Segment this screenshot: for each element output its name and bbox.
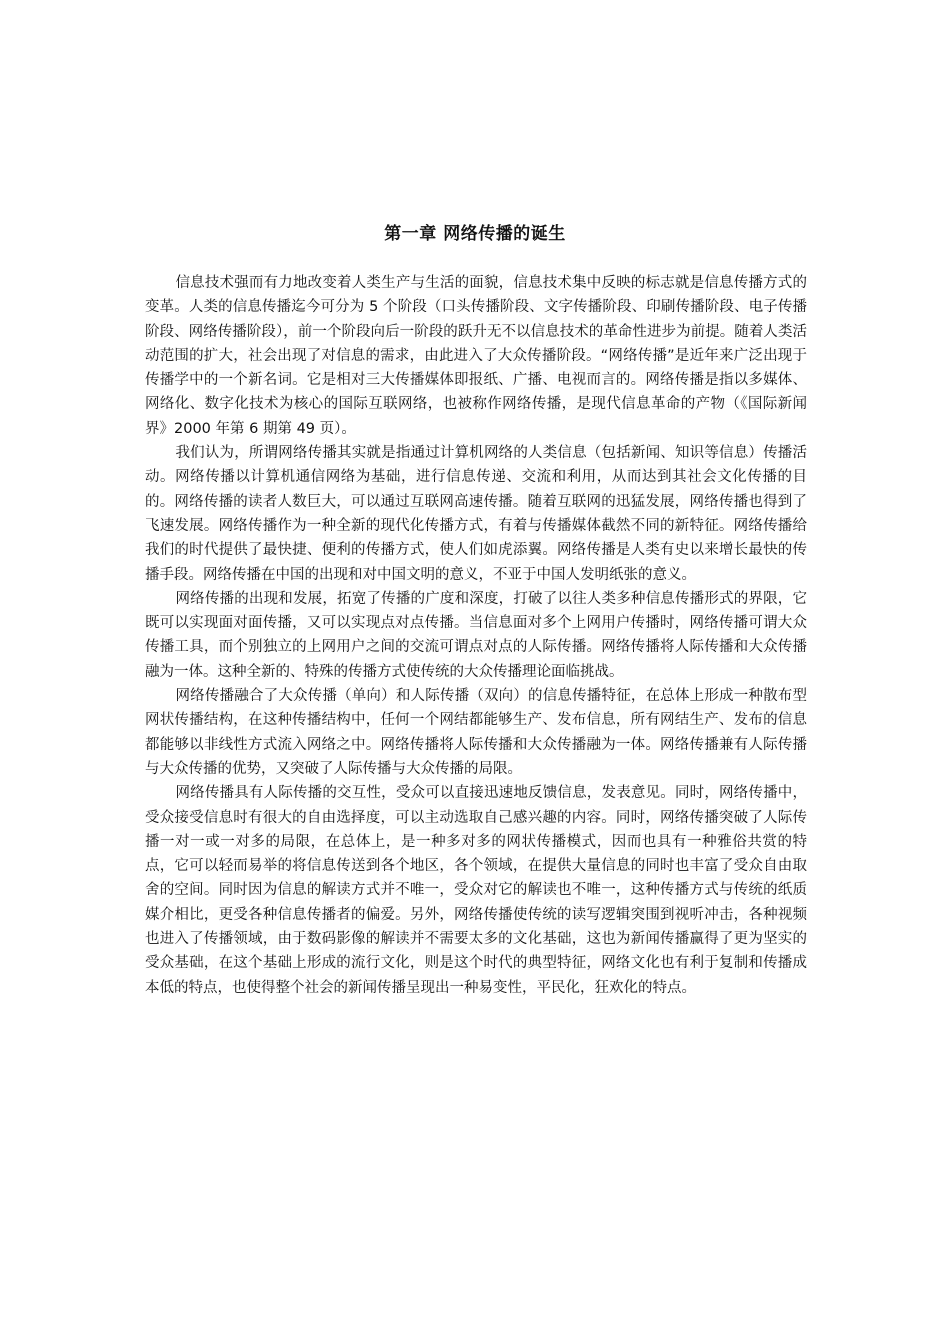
paragraph-4: 网络传播融合了大众传播（单向）和人际传播（双向）的信息传播特征，在总体上形成一种散布型网状传播结构，在这种传播结构中，任何一个网结都能够生产、发布信息，所有网结生产、发布的信息都能够以非线性方式流入网络之中。网络传播将人际传播和大众传播融为一体。网络传播兼有人际传播与大众传播的优势，又突破了人际传播与大众传播的局限。 — [145, 688, 807, 777]
paragraph-2: 我们认为，所谓网络传播其实就是指通过计算机网络的人类信息（包括新闻、知识等信息）传播活动。网络传播以计算机通信网络为基础，进行信息传递、交流和利用，从而达到其社会文化传播的目的。网络传播的读者人数巨大，可以通过互联网高速传播。随着互联网的迅猛发展，网络传播也得到了飞速发展。网络传播作为一种全新的现代化传播方式，有着与传播媒体截然不同的新特征。网络传播给我们的时代提供了最快捷、便利的传播方式，使人们如虎添翼。网络传播是人类有史以来增长最快的传播手段。网络传播在中国的出现和对中国文明的意义，不亚于中国人发明纸张的意义。 — [145, 445, 807, 583]
document-body — [145, 271, 807, 1000]
paragraph-3: 网络传播的出现和发展，拓宽了传播的广度和深度，打破了以往人类多种信息传播形式的界限，它既可以实现面对面传播，又可以实现点对点传播。当信息面对多个上网用户传播时，网络传播可谓大众传播工具，而个别独立的上网用户之间的交流可谓点对点的人际传播。网络传播将人际传播和大众传播融为一体。这种全新的、特殊的传播方式使传统的大众传播理论面临挑战。 — [145, 590, 807, 680]
paragraph-1: 信息技术强而有力地改变着人类生产与生活的面貌，信息技术集中反映的标志就是信息传播方式的变革。人类的信息传播迄今可分为 5 个阶段（口头传播阶段、文字传播阶段、印刷传播阶段、电子传播阶段、网络传播阶段），前一个阶段向后一阶段的跃升无不以信息技术的革命性进步为前提。随着人类活动范围的扩大，社会出现了对信息的需求，由此进入了大众传播阶段。“网络传播”是近年来广泛出现于传播学中的一个新名词。它是相对三大传播媒体即报纸、广播、电视而言的。网络传播是指以多媒体、网络化、数字化技术为核心的国际互联网络，也被称作网络传播，是现代信息革命的产物（《国际新闻界》2000 年第 6 期第 49 页）。 — [145, 275, 807, 437]
chapter-title: 第一章 网络传播的诞生 — [384, 224, 566, 244]
paragraph-5: 网络传播具有人际传播的交互性，受众可以直接迅速地反馈信息，发表意见。同时，网络传播中，受众接受信息时有很大的自由选择度，可以主动选取自己感兴趣的内容。同时，网络传播突破了人际传播一对一或一对多的局限，在总体上，是一种多对多的网状传播模式，因而也具有一种雅俗共赏的特点，它可以轻而易举的将信息传送到各个地区，各个领域，在提供大量信息的同时也丰富了受众自由取舍的空间。同时因为信息的解读方式并不唯一，受众对它的解读也不唯一，这种传播方式与传统的纸质媒介相比，更受各种信息传播者的偏爱。另外，网络传播使传统的读写逻辑突围到视听冲击，各种视频也进入了传播领域，由于数码影像的解读并不需要太多的文化基础，这也为新闻传播赢得了更为坚实的受众基础，在这个基础上形成的流行文化，则是这个时代的典型特征，网络文化也有利于复制和传播成本低的特点，也使得整个社会的新闻传播呈现出一种易变性，平民化，狂欢化的特点。 — [145, 785, 807, 996]
